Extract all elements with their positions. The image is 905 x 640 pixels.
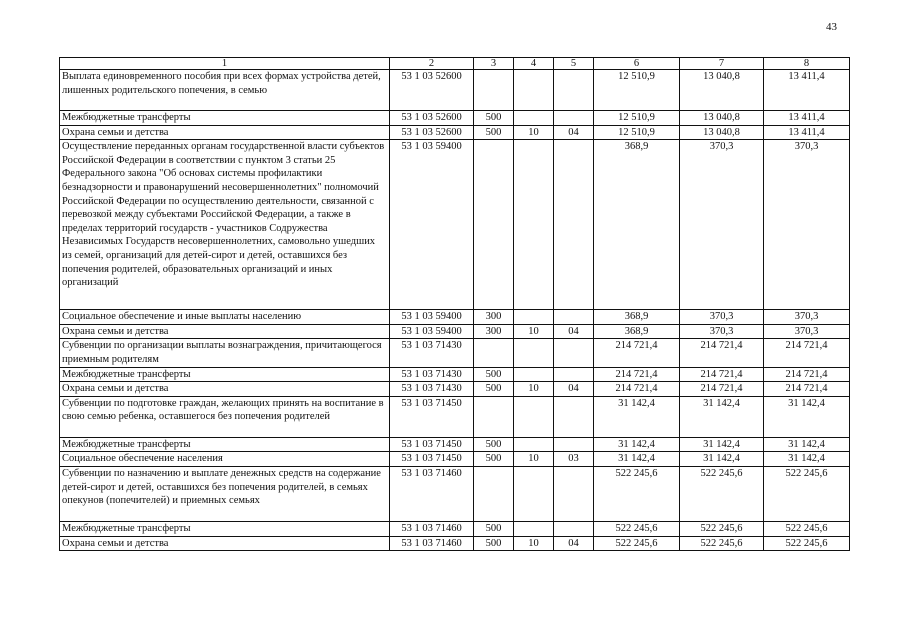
row-pr-cell: 04 xyxy=(554,125,594,140)
row-name-cell: Межбюджетные трансферты xyxy=(60,521,390,536)
row-code-cell: 53 1 03 59400 xyxy=(390,140,474,310)
row-name-cell: Охрана семьи и детства xyxy=(60,125,390,140)
row-value-2019-cell: 522 245,6 xyxy=(594,466,680,521)
row-vr-cell: 500 xyxy=(474,536,514,551)
row-value-2019-cell: 368,9 xyxy=(594,324,680,339)
row-value-2020-cell: 214 721,4 xyxy=(680,339,764,367)
row-pr-cell xyxy=(554,437,594,452)
row-value-2021-cell: 31 142,4 xyxy=(764,437,850,452)
row-value-2019-cell: 12 510,9 xyxy=(594,70,680,111)
row-pr-cell: 03 xyxy=(554,452,594,467)
row-code-cell: 53 1 03 52600 xyxy=(390,70,474,111)
row-value-2020-cell: 370,3 xyxy=(680,324,764,339)
budget-table xyxy=(59,57,850,551)
header-cell: 6 xyxy=(594,58,680,70)
row-rz-cell: 10 xyxy=(514,536,554,551)
row-pr-cell: 04 xyxy=(554,536,594,551)
row-vr-cell: 300 xyxy=(474,310,514,325)
row-code-cell: 53 1 03 71450 xyxy=(390,452,474,467)
header-cell: 7 xyxy=(680,58,764,70)
table-row xyxy=(60,339,850,367)
row-value-2019-cell: 31 142,4 xyxy=(594,452,680,467)
row-vr-cell xyxy=(474,466,514,521)
row-value-2019-cell: 522 245,6 xyxy=(594,536,680,551)
row-pr-cell xyxy=(554,396,594,437)
row-vr-cell: 500 xyxy=(474,452,514,467)
row-name-cell: Социальное обеспечение и иные выплаты населению xyxy=(60,310,390,325)
row-value-2020-cell: 370,3 xyxy=(680,310,764,325)
page-number: 43 xyxy=(826,21,837,33)
row-value-2020-cell: 31 142,4 xyxy=(680,452,764,467)
row-value-2019-cell: 522 245,6 xyxy=(594,521,680,536)
row-value-2021-cell: 522 245,6 xyxy=(764,466,850,521)
row-pr-cell xyxy=(554,521,594,536)
row-value-2021-cell: 214 721,4 xyxy=(764,367,850,382)
row-vr-cell xyxy=(474,396,514,437)
table-row xyxy=(60,466,850,521)
row-code-cell: 53 1 03 52600 xyxy=(390,125,474,140)
row-pr-cell xyxy=(554,466,594,521)
row-rz-cell xyxy=(514,70,554,111)
row-rz-cell: 10 xyxy=(514,324,554,339)
row-value-2021-cell: 13 411,4 xyxy=(764,70,850,111)
row-rz-cell xyxy=(514,396,554,437)
row-value-2021-cell: 214 721,4 xyxy=(764,339,850,367)
row-vr-cell: 500 xyxy=(474,125,514,140)
row-value-2020-cell: 31 142,4 xyxy=(680,396,764,437)
row-value-2021-cell: 214 721,4 xyxy=(764,382,850,397)
row-code-cell: 53 1 03 59400 xyxy=(390,324,474,339)
row-pr-cell xyxy=(554,70,594,111)
header-cell: 5 xyxy=(554,58,594,70)
row-code-cell: 53 1 03 71430 xyxy=(390,367,474,382)
row-value-2021-cell: 13 411,4 xyxy=(764,111,850,126)
row-code-cell: 53 1 03 71460 xyxy=(390,466,474,521)
row-rz-cell xyxy=(514,521,554,536)
row-value-2020-cell: 13 040,8 xyxy=(680,111,764,126)
header-cell: 3 xyxy=(474,58,514,70)
row-value-2019-cell: 31 142,4 xyxy=(594,396,680,437)
row-pr-cell: 04 xyxy=(554,382,594,397)
row-value-2020-cell: 214 721,4 xyxy=(680,382,764,397)
row-name-cell: Межбюджетные трансферты xyxy=(60,367,390,382)
row-value-2021-cell: 522 245,6 xyxy=(764,521,850,536)
row-pr-cell xyxy=(554,111,594,126)
row-rz-cell xyxy=(514,367,554,382)
row-value-2020-cell: 13 040,8 xyxy=(680,70,764,111)
row-value-2021-cell: 31 142,4 xyxy=(764,452,850,467)
row-vr-cell: 500 xyxy=(474,382,514,397)
table-row xyxy=(60,70,850,111)
row-vr-cell: 500 xyxy=(474,367,514,382)
table-row xyxy=(60,382,850,397)
table-row xyxy=(60,324,850,339)
row-name-cell: Субвенции по подготовке граждан, желающих принять на воспитание в свою семью ребенка, оставшегося без попечения родителей xyxy=(60,396,390,437)
row-code-cell: 53 1 03 52600 xyxy=(390,111,474,126)
row-vr-cell xyxy=(474,140,514,310)
row-value-2021-cell: 522 245,6 xyxy=(764,536,850,551)
row-value-2021-cell: 370,3 xyxy=(764,324,850,339)
row-name-cell: Осуществление переданных органам государственной власти субъектов Российской Федерации в соответствии с пунктом 3 статьи 25 Федерального закона "Об основах системы профилактики безнадзорности и правонарушений несовершеннолетних" полномочий Российской Федерации по осуществлению деятельности, связанной с перевозкой между субъектами Российской Федерации, а также в пределах территорий государств - участников Содружества Независимых Государств несовершеннолетних, самовольно ушедших из семей, организаций для детей-сирот и детей, оставшихся без попечения родителей, образовательных организаций и иных организаций xyxy=(60,140,390,310)
table-body xyxy=(60,58,850,551)
row-name-cell: Межбюджетные трансферты xyxy=(60,111,390,126)
row-code-cell: 53 1 03 71450 xyxy=(390,396,474,437)
row-value-2021-cell: 370,3 xyxy=(764,310,850,325)
row-pr-cell xyxy=(554,310,594,325)
row-value-2020-cell: 214 721,4 xyxy=(680,367,764,382)
row-name-cell: Социальное обеспечение населения xyxy=(60,452,390,467)
row-code-cell: 53 1 03 59400 xyxy=(390,310,474,325)
table-row xyxy=(60,125,850,140)
row-name-cell: Субвенции по организации выплаты вознаграждения, причитающегося приемным родителям xyxy=(60,339,390,367)
row-name-cell: Охрана семьи и детства xyxy=(60,324,390,339)
row-value-2021-cell: 370,3 xyxy=(764,140,850,310)
row-rz-cell xyxy=(514,437,554,452)
row-value-2020-cell: 522 245,6 xyxy=(680,466,764,521)
row-name-cell: Охрана семьи и детства xyxy=(60,536,390,551)
table-row xyxy=(60,521,850,536)
row-code-cell: 53 1 03 71460 xyxy=(390,536,474,551)
row-value-2019-cell: 12 510,9 xyxy=(594,111,680,126)
header-cell: 8 xyxy=(764,58,850,70)
table-row xyxy=(60,367,850,382)
row-value-2019-cell: 368,9 xyxy=(594,310,680,325)
table-row xyxy=(60,111,850,126)
row-rz-cell xyxy=(514,466,554,521)
row-value-2021-cell: 31 142,4 xyxy=(764,396,850,437)
table-row xyxy=(60,437,850,452)
table-row xyxy=(60,452,850,467)
row-value-2019-cell: 31 142,4 xyxy=(594,437,680,452)
row-code-cell: 53 1 03 71460 xyxy=(390,521,474,536)
row-value-2019-cell: 12 510,9 xyxy=(594,125,680,140)
row-code-cell: 53 1 03 71430 xyxy=(390,339,474,367)
row-vr-cell: 500 xyxy=(474,111,514,126)
row-value-2019-cell: 214 721,4 xyxy=(594,339,680,367)
row-value-2020-cell: 13 040,8 xyxy=(680,125,764,140)
row-name-cell: Межбюджетные трансферты xyxy=(60,437,390,452)
row-rz-cell: 10 xyxy=(514,452,554,467)
row-value-2020-cell: 522 245,6 xyxy=(680,521,764,536)
row-value-2020-cell: 31 142,4 xyxy=(680,437,764,452)
row-rz-cell: 10 xyxy=(514,125,554,140)
row-vr-cell: 500 xyxy=(474,521,514,536)
table-row xyxy=(60,140,850,310)
row-value-2019-cell: 368,9 xyxy=(594,140,680,310)
row-vr-cell xyxy=(474,70,514,111)
row-value-2021-cell: 13 411,4 xyxy=(764,125,850,140)
table-row xyxy=(60,396,850,437)
row-pr-cell xyxy=(554,140,594,310)
row-code-cell: 53 1 03 71450 xyxy=(390,437,474,452)
header-row xyxy=(60,58,850,70)
row-vr-cell: 500 xyxy=(474,437,514,452)
row-vr-cell xyxy=(474,339,514,367)
row-value-2019-cell: 214 721,4 xyxy=(594,367,680,382)
row-code-cell: 53 1 03 71430 xyxy=(390,382,474,397)
row-pr-cell xyxy=(554,367,594,382)
header-cell: 1 xyxy=(60,58,390,70)
table-row xyxy=(60,536,850,551)
row-pr-cell: 04 xyxy=(554,324,594,339)
row-name-cell: Охрана семьи и детства xyxy=(60,382,390,397)
row-rz-cell: 10 xyxy=(514,382,554,397)
row-rz-cell xyxy=(514,339,554,367)
row-rz-cell xyxy=(514,111,554,126)
row-value-2019-cell: 214 721,4 xyxy=(594,382,680,397)
row-rz-cell xyxy=(514,310,554,325)
row-name-cell: Выплата единовременного пособия при всех формах устройства детей, лишенных родительского попечения, в семью xyxy=(60,70,390,111)
row-vr-cell: 300 xyxy=(474,324,514,339)
row-pr-cell xyxy=(554,339,594,367)
row-name-cell: Субвенции по назначению и выплате денежных средств на содержание детей-сирот и детей, оставшихся без попечения родителей, в семьях опекунов (попечителей) и приемных семьях xyxy=(60,466,390,521)
row-value-2020-cell: 370,3 xyxy=(680,140,764,310)
row-value-2020-cell: 522 245,6 xyxy=(680,536,764,551)
table-row xyxy=(60,310,850,325)
row-rz-cell xyxy=(514,140,554,310)
header-cell: 4 xyxy=(514,58,554,70)
header-cell: 2 xyxy=(390,58,474,70)
